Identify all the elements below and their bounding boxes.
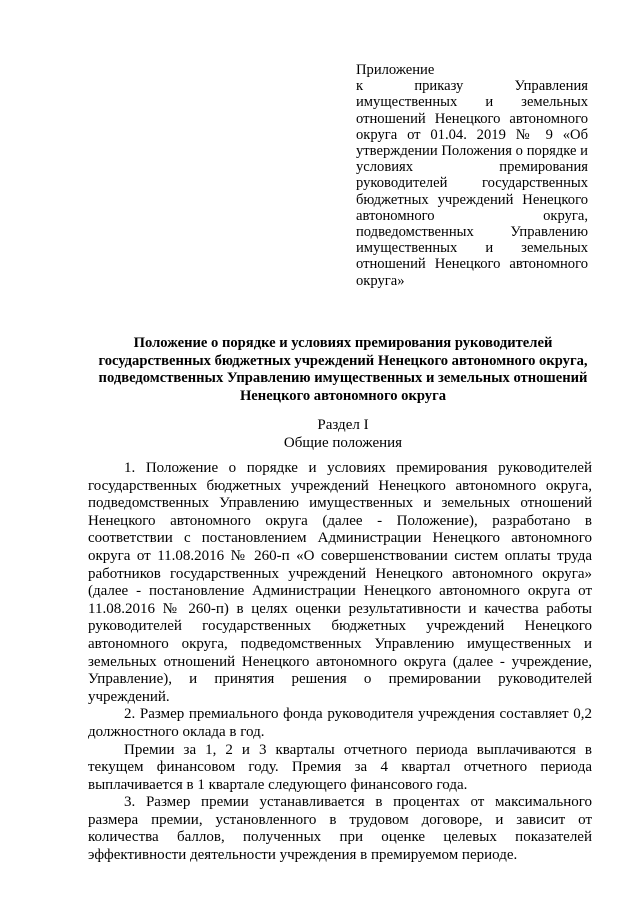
document-title: Положение о порядке и условиях премирования руководителей государственных бюджетных учреждений Ненецкого автономного округа, подведомственных Управлению имущественных и земельных отношений Ненецкого автономного округа [98, 335, 588, 404]
paragraph-4: 3. Размер премии устанавливается в процентах от максимального размера премии, установленного в трудовом договоре, и зависит от количества баллов, полученных при оценке целевых показателей эффективности деятельности учреждения в премируемом периоде. [88, 794, 592, 864]
appendix-label: Приложение [356, 62, 435, 78]
section-name: Общие положения [283, 435, 403, 451]
section-number: Раздел I [317, 417, 369, 433]
appendix-block [356, 62, 588, 289]
paragraph-2: 2. Размер премиального фонда руководителя учреждения составляет 0,2 должностного оклада в год. [88, 706, 592, 740]
appendix-text: к приказу Управления имущественных и земельных отношений Ненецкого автономного округа от 01.04. 2019 № 9 «Об утверждении Положения о порядке и условиях премирования руководителей государственных бюджетных учреждений Ненецкого автономного округа, подведомственных Управлению имущественных и земельных отношений Ненецкого автономного округа» [356, 78, 588, 289]
paragraph-3: Премии за 1, 2 и 3 кварталы отчетного периода выплачиваются в текущем финансовом году. Премия за 4 квартал отчетного периода выплачивается в 1 квартале следующего финансового года. [88, 741, 592, 793]
body-text [88, 460, 592, 865]
paragraph-1: 1. Положение о порядке и условиях премирования руководителей государственных бюджетных учреждений Ненецкого автономного округа, подведомственных Управлению имущественных и земельных отношений Ненецкого автономного округа (далее - Положение), разработано в соответствии с постановлением Администрации Ненецкого автономного округа от 11.08.2016 № 260-п «О совершенствовании систем оплаты труда работников государственных учреждений Ненецкого автономного округа» (далее - постановление Администрации Ненецкого автономного округа от 11.08.2016 № 260-п) в целях оценки результативности и качества работы руководителей государственных бюджетных учреждений Ненецкого автономного округа, подведомственных Управлению имущественных и земельных отношений Ненецкого автономного округа (далее - учреждение, Управление), и принятия решения о премировании руководителей учреждений. [88, 460, 592, 705]
section-heading [84, 416, 602, 452]
